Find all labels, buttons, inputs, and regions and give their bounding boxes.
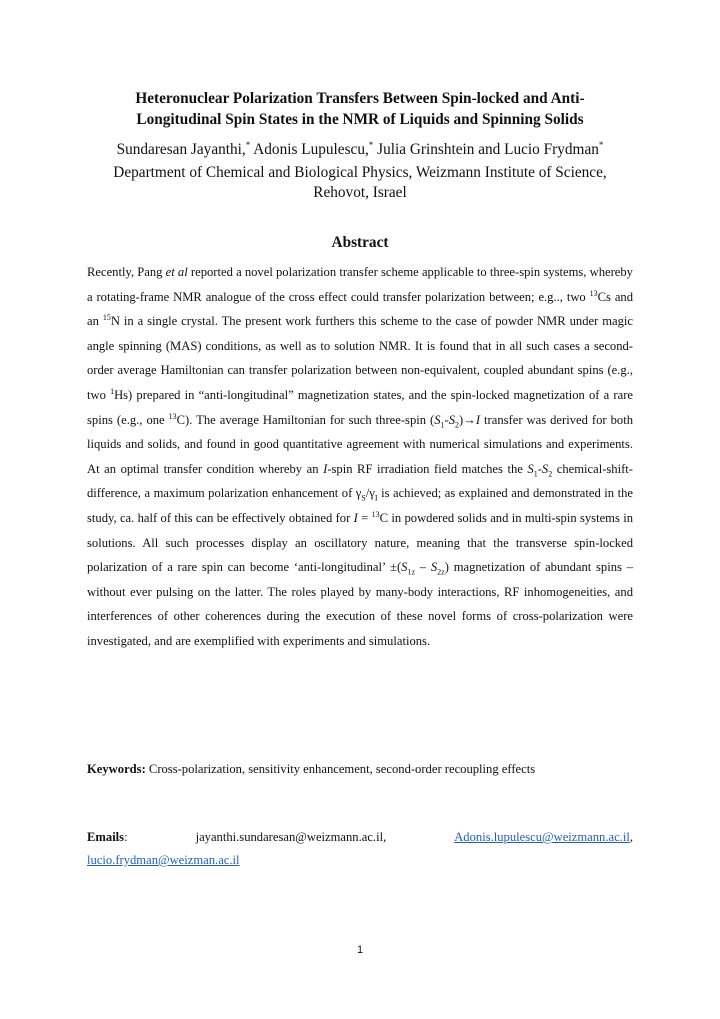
title-line-1: Heteronuclear Polarization Transfers Between Spin-locked and Anti- [135,90,585,107]
corresponding-mark: * [598,139,604,150]
email-lupulescu-group [454,826,633,849]
abstract-heading: Abstract [331,234,389,251]
abstract-text: - [537,461,542,476]
gamma-subscript: S [361,493,366,503]
author-list [40,140,680,160]
abstract-text: C). The average Hamiltonian for such three-spin ( [176,412,435,427]
keywords-label: Keywords: [87,762,146,776]
isotope-superscript: 1 [110,386,115,396]
abstract-italic: et al [165,265,188,279]
email-link-lupulescu[interactable]: Adonis.lupulescu@weizmann.ac.il [454,830,630,844]
abstract-text: ) [459,412,464,427]
abstract-body [87,260,633,654]
abstract-text: = [357,510,372,525]
corresponding-mark: * [245,139,251,150]
emails-colon: : [124,830,128,844]
corresponding-mark: * [368,139,374,150]
emails [87,826,633,872]
spin-subscript: 2z [437,567,445,577]
email-row [87,826,633,849]
author-lupulescu: Adonis Lupulescu, [250,141,369,158]
affiliation-line-2: Rehovot, Israel [313,184,407,201]
abstract-text: C in powdered solids and in multi-spin systems in solutions. All such processes display an oscillatory nature, meaning that the transverse spin-locked polarization of a rare spin can become ‘anti-longitudinal’ ±( [87,510,633,575]
keywords-text: Cross-polarization, sensitivity enhancement, second-order recoupling effects [145,762,536,776]
title-line-2: Longitudinal Spin States in the NMR of Liquids and Spinning Solids [136,111,584,128]
arrow-right-icon: → [463,412,476,427]
spin-symbol: S [434,412,441,427]
spin-symbol: S [430,560,438,575]
abstract-text: chemical-shift-difference, a maximum polarization enhancement of γ [87,461,633,501]
email-comma: , [629,830,633,844]
author-jayanthi: Sundaresan Jayanthi, [116,141,246,158]
spin-subscript: 2 [548,469,553,479]
isotope-superscript: 13 [168,411,177,421]
isotope-superscript: 13 [371,509,380,519]
spin-subscript: 2 [455,420,460,430]
author-grinshtein-frydman: Julia Grinshtein and Lucio Frydman [373,141,599,158]
page-number: 1 [356,944,364,956]
abstract-text: Hs) prepared in “anti-longitudinal” magnetization states, and the spin-locked magnetization of a rare spins (e.g., one [87,387,633,427]
email-row [87,849,633,872]
abstract-text: – [415,560,431,575]
spin-subscript: 1z [407,567,416,577]
abstract-text: transfer was derived for both liquids and solids, and found in good quantitative agreement with numerical simulations and experiments. At an optimal transfer condition whereby an [87,412,633,476]
abstract-text: Recently, Pang [87,265,166,279]
abstract-text: is achieved; as explained and demonstrated in the study, ca. half of this can be effectively obtained for [87,486,633,525]
spin-symbol: I [323,461,328,476]
abstract-text: - [444,412,449,427]
spin-subscript: 1 [440,420,445,430]
email-jayanthi: jayanthi.sundaresan@weizmann.ac.il, [195,830,387,844]
spin-symbol: I [475,412,481,427]
abstract-text: N in a single crystal. The present work furthers this scheme to the case of powder NMR under magic angle spinning (MAS) conditions, as well as to solution NMR. It is found that in all such cases a second-order average Hamiltonian can transfer polarization between non-equivalent, coupled abundant spins (e.g., two [87,314,633,402]
abstract-text: -spin RF irradiation field matches the [327,461,528,476]
abstract-text: Cs and an [87,289,634,329]
spin-symbol: I [353,510,358,525]
isotope-superscript: 13 [589,288,598,298]
spin-symbol: S [401,560,408,575]
spin-subscript: 1 [533,469,538,479]
affiliation [40,163,680,203]
abstract-text: ) magnetization of abundant spins –without ever pulsing on the latter. The roles played by many-body interactions, RF inhomogeneities, and interferences of other coherences during the execution of these novel forms of cross-polarization were investigated, and are exemplified with experiments and simulations. [87,560,633,648]
abstract-text: /γ [365,486,375,501]
keywords [87,757,633,781]
spin-symbol: S [527,461,534,476]
isotope-superscript: 15 [102,313,111,322]
abstract-text: reported a novel polarization transfer scheme applicable to three-spin systems, whereby a rotating-frame NMR analogue of the cross effect could transfer polarization between; e.g.., two [87,265,633,304]
emails-label: Emails [87,830,125,844]
spin-symbol: S [541,461,549,476]
paper-title [80,88,640,130]
gamma-subscript: I [374,493,378,503]
email-link-frydman[interactable]: lucio.frydman@weizman.ac.il [87,853,240,867]
emails-label-group [87,826,128,849]
affiliation-line-1: Department of Chemical and Biological Physics, Weizmann Institute of Science, [113,164,607,181]
spin-symbol: S [448,412,456,427]
